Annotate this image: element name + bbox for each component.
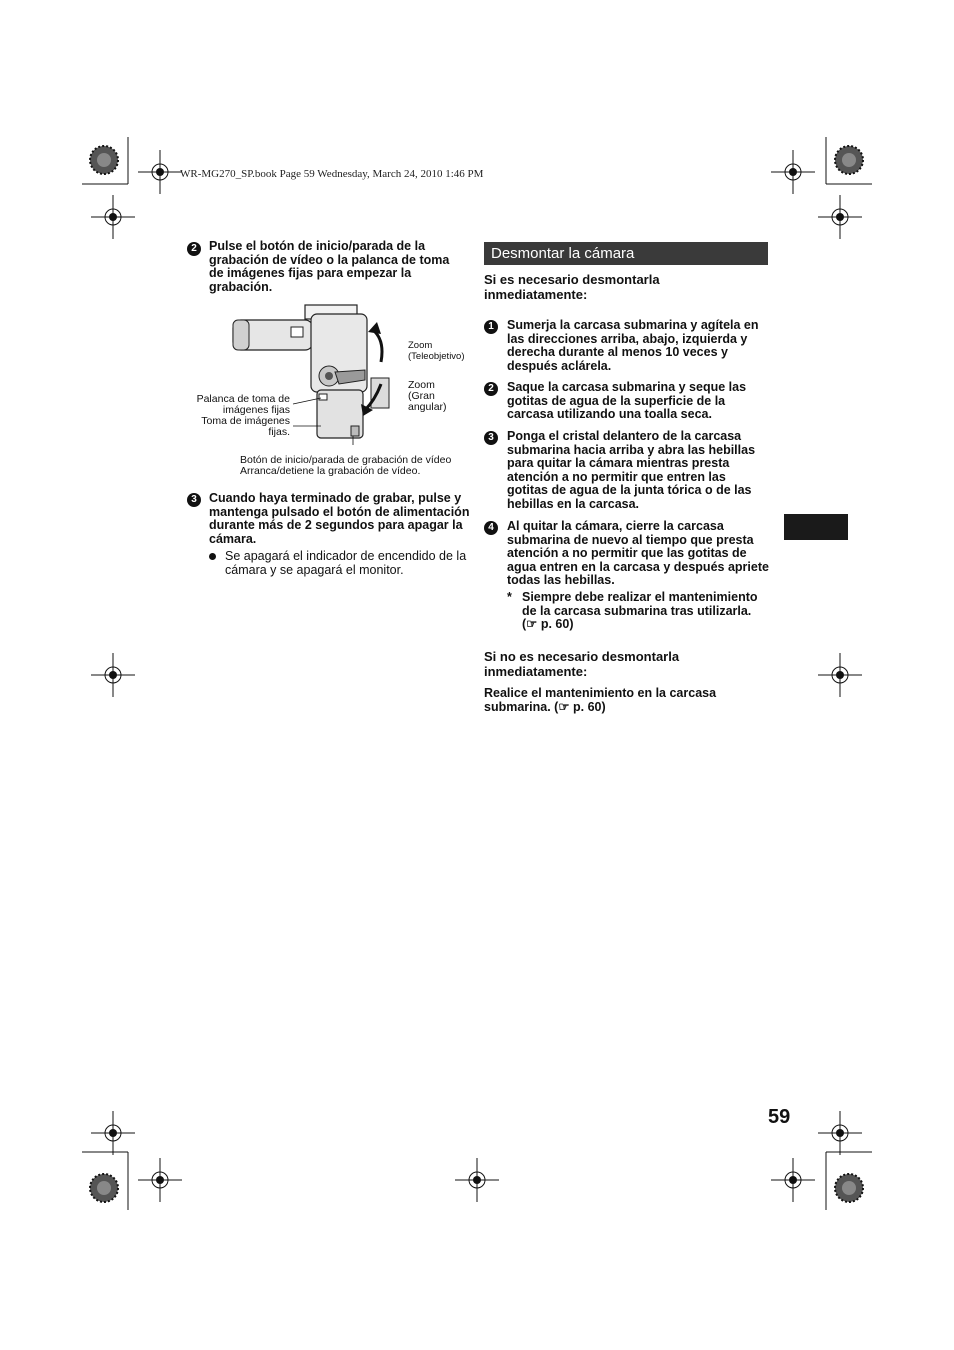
crosshair-icon xyxy=(818,195,862,239)
still-lever-label-2: imágenes fijas xyxy=(222,404,290,416)
book-header: WR-MG270_SP.book Page 59 Wednesday, March 24, 2010 1:46 PM xyxy=(180,168,484,180)
zoom-tele-sub-label: (Teleobjetivo) xyxy=(408,351,465,362)
step-number: 2 xyxy=(484,382,498,396)
crosshair-icon xyxy=(771,1158,815,1202)
crosshair-icon xyxy=(771,150,815,194)
crosshair-icon xyxy=(455,1158,499,1202)
record-button-desc: Arranca/detiene la grabación de vídeo. xyxy=(240,465,421,477)
remove-step-3-text: Ponga el cristal delantero de la carcasa submarina hacia arriba y abra las hebillas para quitar la cámara mientras presta atención a no permitir que entren las gotitas de agua de la junta tórica o de las hebillas en la carcasa. xyxy=(507,429,756,511)
remove-step-4-text: Al quitar la cámara, cierre la carcasa submarina de nuevo al tiempo que presta atención a no permitir que las gotitas de agua entren en la carcasa y después apriete todas las hebillas. xyxy=(507,519,769,588)
still-lever-desc: Toma de imágenes xyxy=(201,415,290,427)
remove-step-1-text: Sumerja la carcasa submarina y agítela en las direcciones arriba, abajo, izquierda y derecha durante al menos 10 veces y después aclárela. xyxy=(507,318,759,373)
remove-step-2-text: Saque la carcasa submarina y seque las gotitas de agua de la superficie de la carcasa utilizando una toalla seca. xyxy=(507,380,747,422)
still-lever-label: Palanca de toma de xyxy=(196,393,290,405)
zoom-tele-label: Zoom xyxy=(408,340,433,351)
maintenance-note: Siempre debe realizar el mantenimiento de la carcasa submarina tras utilizarla. (☞ p. 60) xyxy=(522,590,758,632)
zoom-wide-sub-label-2: angular) xyxy=(408,401,447,413)
step-2-text: Pulse el botón de inicio/parada de la grabación de vídeo o la palanca de toma de imágenes fijas para empezar la grabación. xyxy=(209,239,450,294)
crosshair-icon xyxy=(138,1158,182,1202)
crosshair-icon xyxy=(91,653,135,697)
step-number: 3 xyxy=(187,493,201,507)
record-button-label: Botón de inicio/parada de grabación de vídeo xyxy=(240,454,452,466)
section-title: Desmontar la cámara xyxy=(484,242,768,265)
star-target-icon xyxy=(835,146,863,174)
chapter-tab xyxy=(784,514,848,540)
zoom-wide-label: Zoom xyxy=(408,379,435,391)
subheading-immediate: Si es necesario desmontarla inmediatamente: xyxy=(484,272,660,302)
still-lever-desc-2: fijas. xyxy=(268,426,290,438)
star-target-icon xyxy=(835,1174,863,1202)
subheading-not-immediate: Si no es necesario desmontarla inmediatamente: xyxy=(484,649,680,679)
zoom-wide-sub-label: (Gran xyxy=(408,390,435,402)
step-number: 2 xyxy=(187,242,201,256)
bullet-icon xyxy=(209,553,216,560)
maintenance-instruction: Realice el mantenimiento en la carcasa submarina. (☞ p. 60) xyxy=(484,686,717,714)
note-mark: * xyxy=(507,590,512,604)
step-number: 3 xyxy=(484,431,498,445)
step-number: 4 xyxy=(484,521,498,535)
step-3-text: Cuando haya terminado de grabar, pulse y mantenga pulsado el botón de alimentación durante más de 2 segundos para apagar la cámara. xyxy=(209,491,470,546)
page-number: 59 xyxy=(768,1106,791,1128)
bullet-text: Se apagará el indicador de encendido de la cámara y se apagará el monitor. xyxy=(225,549,467,577)
star-target-icon xyxy=(90,146,118,174)
step-number: 1 xyxy=(484,320,498,334)
crosshair-icon xyxy=(818,653,862,697)
crosshair-icon xyxy=(138,150,182,194)
crosshair-icon xyxy=(818,1111,862,1155)
crosshair-icon xyxy=(91,1111,135,1155)
crosshair-icon xyxy=(91,195,135,239)
star-target-icon xyxy=(90,1174,118,1202)
